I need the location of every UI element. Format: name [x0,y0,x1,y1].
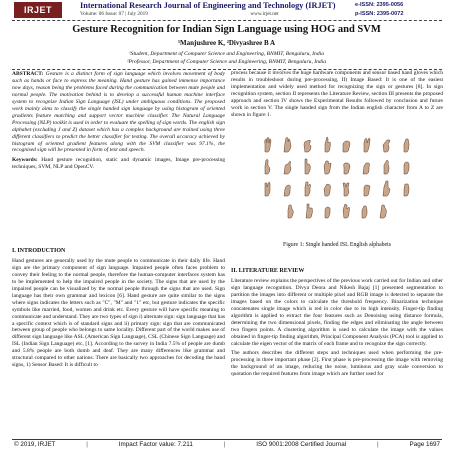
footer-impact-factor: Impact Factor value: 7.211 [118,441,193,448]
keywords-paragraph [12,157,225,171]
hand-sign-icon [361,158,372,175]
hand-sign-icon [322,202,333,219]
hand-sign-icon [361,136,372,153]
affiliation-2: ²Professor, Department of Computer Science and Engineering, BNMIT, Bengaluru, India [126,59,327,65]
footer-separator: | [86,441,88,448]
footer-separator: | [377,441,379,448]
paper-authors: ¹Manjushree K, ²Divyashree B A [177,39,276,47]
hand-sign-icon [302,180,313,197]
abstract-text: Gesture is a distinct form of sign language which involves movement of body such as hands or face to express the meaning. Hand gesture has gained immense importance now days, reason being the problems faced during the communication between mute people and normal people. The motivation behind is to develop a successful human machine interface system to recognize Indian Sign Language (ISL) under ambiguous conditions. The proposed work mainly aims to classify the single handed sign language by using histogram of oriented gradients feature matching and support vector machine classifier. The Natural Language Processing (NLP) toolkit is used in order to evaluate the spelling of sign words. The english sign alphabet (excluding J and Z) dataset which has a complex background are trained using three different classifiers to predict the better classifier for testing. The overall accuracy achieved by histogram of oriented gradient features along with the SVM classifier was 97.1%, the recognised sign will be presented in form of text and speech. [12,71,225,154]
abstract-paragraph [12,71,225,154]
page-footer [14,441,440,451]
hand-sign-icon [322,180,333,197]
hand-sign-icon [304,202,315,219]
literature-review-paragraph-1: Literature review explains the perspectives of the previous work carried out for Indian and other sign language recognition. Divya Deora and Nikesh Bajaj [1] presented segmentation to partition the images into different or multiple pixel and RGB image is detected to separate the images based on the colors to calculate the threshold frequency. Binarization technique concatenates single image which is red in color due to its high intensity. Finger-tip finding algorithm is applied to extract the four features such as Denoising using distance formula, determining the two dimensional pixels, finding the edges and eliminating the angle between two fingers points. A clustering algorithm is used to calculate the image with the values obtained in finger-tip finding algorithm, Principal Component Analysis (PCA) tool is applied to calculate the eigen vector of the matrix of each frame and to recognize the sign correctly. [231,277,443,347]
header-divider [12,20,442,21]
hand-sign-icon [262,180,273,197]
journal-website[interactable]: www.irjet.net [250,11,279,17]
introduction-text: Hand gestures are generally used by the mute people to communicate in their daily life. Hand sign are the primary component of sign language. Impaired people often faces problem to convey their feeling to the normal people, therefore the human-computer interfaces system has to be implemented to help the impaired people in the society. The signs that are used by the impaired people can be visualized by the normal people through the signs that are used. Sign language has their own grammar and lexicon [6]. Hand gesture are quite similar to the signs where signs indicates the letters such as "C", "M" and "1" etc, but gesture indicates the specific symbols like married, food, women and drink etc. Every gesture will have specific meaning to communicate and understand. They are two types of sign i) alternate sign: sign language that has a specific context which is of standard signs and ii) primary sign: sign that are communicated between group of people who belongs to same locality. Different part of the world makes use of different sign language like ASL (American Sign Language), CSL (Chinese Sign Language) and ISL (Indian Sign Language) etc, [1]. According to the survey in India 7.5% of people are dumb and 5.8% people are both dumb and deaf. They are many differences like grammar and structural compared to other nations. There are basically two approaches for decoding the hand signs, 1) Sensor Based: It is difficult to [12,257,225,369]
volume-line [80,11,279,17]
figure-caption: Figure 1: Single handed ISL English alphabets [283,242,391,248]
hand-sign-icon [322,136,333,153]
hand-sign-icon [341,158,352,175]
affiliation-1: ¹Student, Department of Computer Science and Engineering, BNMIT, Bengaluru, India [129,51,324,57]
figure-row-1 [262,136,412,154]
figure-row-4 [285,202,389,220]
footer-separator: | [223,441,226,448]
journal-logo: IRJET [14,2,62,18]
isl-alphabet-figure [262,136,412,236]
hand-sign-icon [341,180,352,197]
keywords-label: Keywords: [12,157,38,164]
hand-sign-icon [282,136,293,153]
volume-issue: Volume: 06 Issue: 07 | July 2019 [80,11,148,17]
footer-copyright: © 2019, IRJET [14,441,56,448]
issn-e: e-ISSN: 2395-0056 [355,2,404,8]
journal-name: International Research Journal of Engineering and Technology (IRJET) [80,1,336,10]
hand-sign-icon [401,158,412,175]
introduction-column [12,248,225,371]
hand-sign-icon [302,136,313,153]
literature-review-column [231,268,443,380]
abstract-label: ABSTRACT: [12,71,44,77]
journal-header [0,0,453,20]
figure-row-3 [262,180,412,198]
literature-review-heading: II. LITERATURE REVIEW [231,268,305,274]
footer-divider [12,439,442,440]
issn-p: p-ISSN: 2395-0072 [355,11,404,17]
hand-sign-icon [359,202,370,219]
literature-review-paragraph-2: The authors describes the different steps and techniques used when performing the pre-processing in three important phase [2]. First phase is pre-processing the image with removing the background of an image, reducing the noise, luminous and gray scale conversion to quotation the required features from image which are further used for [231,350,443,378]
hand-sign-icon [282,158,293,175]
abstract-column [12,71,225,173]
paper-title: Gesture Recognition for Indian Sign Language using HOG and SVM [72,24,381,35]
hand-sign-icon [401,136,412,153]
footer-iso: ISO 9001:2008 Certified Journal [256,441,347,448]
hand-sign-icon [341,202,352,219]
hand-sign-icon [361,180,372,197]
hand-sign-icon [381,158,392,175]
intro-continuation [231,70,443,121]
hand-sign-icon [381,136,392,153]
intro-continuation-text: process because it involves the huge hardware components and sensor based hand gloves which results in troubleshoot during pre-processing, II) Image Based: It is one of the easiest implementation and widely used method for recognizing the sign or gestures [8]. In sign recognition system, section II represents the Literature Review, section III presents the proposed approach and section IV shows the Experimental Results followed by conclusion and future work in section V. The single handed sign from the Indian english character from A to Z are shown in figure 1. [231,70,443,118]
hand-sign-icon [262,136,273,153]
hand-sign-icon [302,158,313,175]
hand-sign-icon [378,202,389,219]
figure-row-2 [262,158,412,176]
hand-sign-icon [322,158,333,175]
hand-sign-icon [262,158,273,175]
hand-sign-icon [401,180,412,197]
hand-sign-icon [282,180,293,197]
keywords-text: Hand gesture recognition, static and dynamic images, Image pre-processing techniques, SVM, NLP and OpenCV. [12,157,226,171]
footer-page-number: Page 1697 [409,441,440,448]
hand-sign-icon [341,136,352,153]
introduction-heading: I. INTRODUCTION [12,248,66,254]
hand-sign-icon [381,180,392,197]
hand-sign-icon [285,202,296,219]
